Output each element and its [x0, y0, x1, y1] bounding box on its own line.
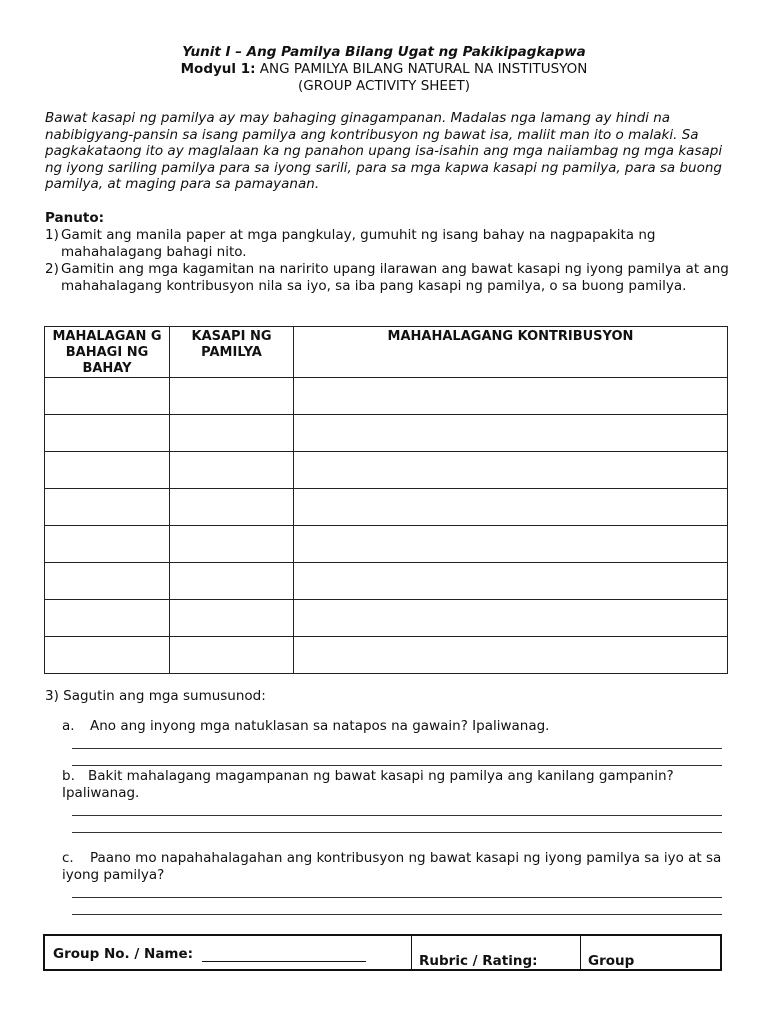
- table-row: [45, 415, 728, 452]
- module-title: [0, 61, 768, 77]
- table-cell[interactable]: [45, 563, 170, 600]
- table-cell[interactable]: [170, 563, 294, 600]
- answer-line[interactable]: [72, 914, 722, 915]
- table-cell[interactable]: [170, 378, 294, 415]
- table-cell[interactable]: [294, 600, 728, 637]
- question-b: [62, 768, 732, 801]
- instruction-text: Gamit ang manila paper at mga pangkulay, gumuhit ng isang bahay na nagpapakita ng mahahalagang bahagi nito.: [61, 227, 656, 260]
- sheet-type: (GROUP ACTIVITY SHEET): [298, 78, 470, 94]
- table-row: [45, 637, 728, 674]
- table-row: [45, 563, 728, 600]
- rubric-label: Rubric / Rating:: [419, 953, 538, 969]
- contribution-table: [44, 326, 728, 674]
- table-cell[interactable]: [294, 563, 728, 600]
- table-cell[interactable]: [294, 378, 728, 415]
- table-cell[interactable]: [170, 526, 294, 563]
- intro-paragraph: Bawat kasapi ng pamilya ay may bahaging ginagampanan. Madalas nga lamang ay hindi na nabibigyang-pansin sa isang pamilya ang kontribusyon ng bawat isa, maliit man ito o malaki. Sa pagkakataong ito ay maglalaan ka ng panahon upang isa-isahin ang mga naiiambag ng mga kasapi ng iyong sariling pamilya para sa iyong sarili, para sa mga kapwa kasapi ng pamilya, para sa buong pamilya, at maging para sa pamayanan.: [45, 110, 723, 192]
- header-contribution: MAHAHALAGANG KONTRIBUSYON: [294, 327, 728, 378]
- question-label: c.: [62, 850, 74, 866]
- question-label: b.: [62, 768, 75, 784]
- table-cell[interactable]: [45, 489, 170, 526]
- table-cell[interactable]: [45, 415, 170, 452]
- module-label: Modyul 1:: [180, 61, 256, 77]
- table-cell[interactable]: [45, 637, 170, 674]
- table-row: [45, 600, 728, 637]
- table-cell[interactable]: [294, 526, 728, 563]
- rubric-cell: [412, 936, 581, 969]
- instructions-heading: Panuto:: [45, 210, 104, 226]
- table-cell[interactable]: [45, 600, 170, 637]
- table-cell[interactable]: [294, 452, 728, 489]
- question-text: Ano ang inyong mga natuklasan sa natapos na gawain? Ipaliwanag.: [90, 718, 550, 734]
- table-row: [45, 378, 728, 415]
- header-house-part: MAHALAGAN G BAHAGI NG BAHAY: [45, 327, 170, 378]
- question-label: a.: [62, 718, 75, 734]
- group-name-label: Group No. / Name:: [53, 946, 194, 962]
- table-cell[interactable]: [294, 637, 728, 674]
- table-cell[interactable]: [170, 452, 294, 489]
- question-a: [62, 718, 732, 735]
- answer-line[interactable]: [72, 832, 722, 833]
- table-header-row: [45, 327, 728, 378]
- table-cell[interactable]: [170, 600, 294, 637]
- table-row: [45, 489, 728, 526]
- table-cell[interactable]: [294, 489, 728, 526]
- group-name-cell[interactable]: [45, 936, 412, 969]
- answer-line[interactable]: [72, 765, 722, 766]
- instruction-item-2: [45, 261, 730, 294]
- answer-line[interactable]: [72, 815, 722, 816]
- instruction-item-1: [45, 227, 730, 260]
- question-text: Bakit mahalagang magampanan ng bawat kasapi ng pamilya ang kanilang gampanin? Ipaliwanag.: [62, 768, 674, 801]
- instruction-number: 1): [45, 227, 59, 243]
- header-family-member: KASAPI NG PAMILYA: [170, 327, 294, 378]
- table-row: [45, 526, 728, 563]
- table-cell[interactable]: [170, 637, 294, 674]
- table-row: [45, 452, 728, 489]
- table-cell[interactable]: [170, 489, 294, 526]
- group-cell[interactable]: [581, 936, 720, 969]
- group-name-line[interactable]: [202, 961, 366, 962]
- table-cell[interactable]: [294, 415, 728, 452]
- table-cell[interactable]: [45, 452, 170, 489]
- group-label: Group: [588, 953, 635, 969]
- instruction-number: 2): [45, 261, 59, 277]
- answer-line[interactable]: [72, 897, 722, 898]
- unit-title: Yunit I – Ang Pamilya Bilang Ugat ng Pakikipagkapwa: [182, 44, 586, 60]
- module-name: ANG PAMILYA BILANG NATURAL NA INSTITUSYON: [255, 61, 588, 77]
- instruction-text: Gamitin ang mga kagamitan na naririto upang ilarawan ang bawat kasapi ng iyong pamilya at ang mahahalagang kontribusyon nila sa iyo, sa iba pang kasapi ng pamilya, o sa buong pamilya.: [61, 261, 729, 294]
- question-c: [62, 850, 732, 883]
- answer-line[interactable]: [72, 748, 722, 749]
- question-text: Paano mo napahahalagahan ang kontribusyon ng bawat kasapi ng iyong pamilya sa iyo at sa iyong pamilya?: [62, 850, 722, 883]
- footer-box: [43, 934, 722, 971]
- table-cell[interactable]: [170, 415, 294, 452]
- table-cell[interactable]: [45, 378, 170, 415]
- questions-intro: 3) Sagutin ang mga sumusunod:: [45, 688, 266, 704]
- table-cell[interactable]: [45, 526, 170, 563]
